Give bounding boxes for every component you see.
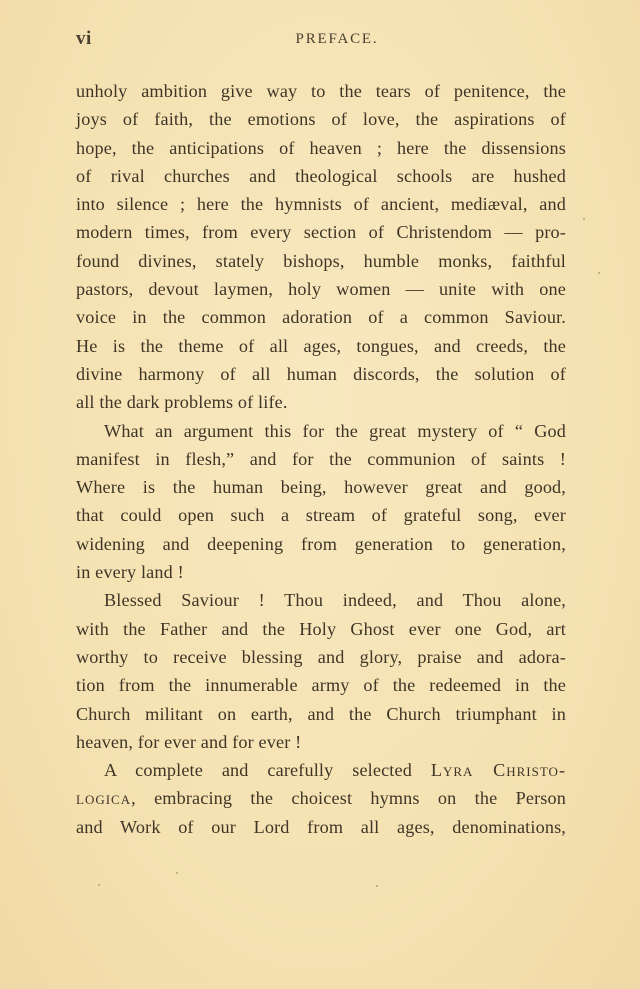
- text-line: all the dark problems of life.: [76, 392, 288, 413]
- text-line: hope, the anticipations of heaven ; here the dissensions: [76, 137, 566, 158]
- text-line: joys of faith, the emotions of love, the aspirations of: [76, 109, 566, 130]
- paper-speck: [176, 872, 178, 874]
- text-line: worthy to receive blessing and glory, praise and adora-: [76, 646, 566, 667]
- text-line: in every land !: [76, 562, 184, 583]
- paragraph-3: [76, 586, 566, 756]
- text-line: Where is the human being, however great and good,: [76, 477, 566, 498]
- text-line: voice in the common adoration of a common Saviour.: [76, 307, 566, 328]
- book-title-small-caps: Lyra Christo-: [430, 760, 566, 781]
- text-line: that could open such a stream of grateful song, ever: [76, 505, 566, 526]
- text-line: Church militant on earth, and the Church triumphant in: [76, 703, 566, 724]
- running-head: [76, 28, 566, 52]
- text-line: of rival churches and theological schools are hushed: [76, 165, 566, 186]
- paper-speck: [583, 218, 585, 220]
- text-line: widening and deepening from generation to generation,: [76, 533, 566, 554]
- text-line: pastors, devout laymen, holy women — unite with one: [76, 279, 566, 300]
- text-line: Blessed Saviour ! Thou indeed, and Thou alone,: [104, 590, 566, 611]
- text-line: modern times, from every section of Christendom — pro-: [76, 222, 566, 243]
- text-line: What an argument this for the great mystery of “ God: [104, 420, 566, 441]
- paper-speck: [98, 884, 100, 886]
- text-line: unholy ambition give way to the tears of penitence, the: [76, 81, 566, 101]
- text-line: [76, 756, 566, 784]
- text-line: heaven, for ever and for ever !: [76, 731, 302, 752]
- paragraph-4: [76, 756, 566, 841]
- text-line: into silence ; here the hymnists of ancient, mediæval, and: [76, 194, 566, 215]
- text-run: , embracing the choicest hymns on the Person: [131, 788, 566, 809]
- text-line: [76, 813, 566, 841]
- paper-speck: [598, 272, 600, 274]
- text-line: manifest in flesh,” and for the communion of saints !: [76, 448, 566, 469]
- text-run: A complete and carefully selected: [104, 760, 431, 781]
- text-run: and Work of our Lord from all ages, denominations,: [76, 816, 566, 837]
- text-line: [76, 784, 566, 812]
- body-text: [76, 77, 566, 841]
- text-line: divine harmony of all human discords, the solution of: [76, 363, 566, 384]
- text-line: He is the theme of all ages, tongues, and creeds, the: [76, 335, 566, 356]
- paper-speck: [376, 885, 378, 887]
- running-title: PREFACE.: [295, 31, 379, 47]
- paragraph-1: [76, 77, 566, 417]
- page-number: vi: [76, 28, 92, 49]
- text-line: tion from the innumerable army of the redeemed in the: [76, 675, 566, 696]
- text-line: with the Father and the Holy Ghost ever one God, art: [76, 618, 566, 639]
- text-line: found divines, stately bishops, humble monks, faithful: [76, 250, 566, 271]
- paragraph-2: [76, 417, 566, 587]
- book-title-small-caps: logica: [76, 788, 132, 809]
